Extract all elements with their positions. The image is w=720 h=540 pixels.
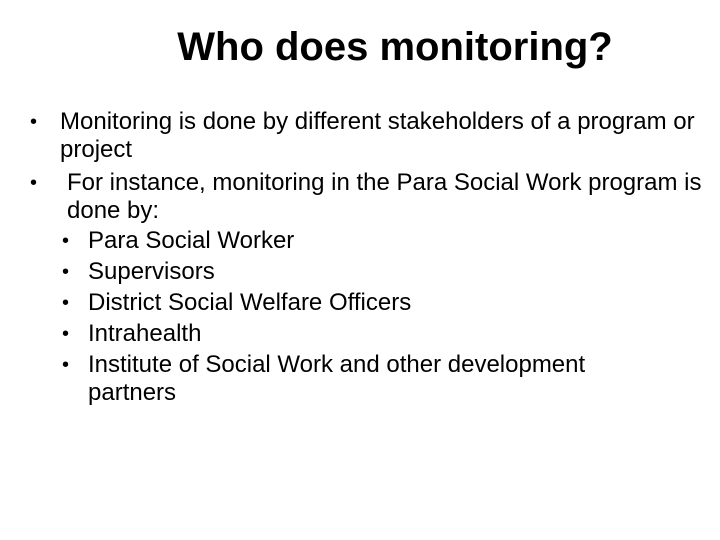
slide-title: Who does monitoring? — [177, 25, 613, 69]
sub-bullet-text: Intrahealth — [88, 320, 202, 347]
sub-bullet-item — [60, 227, 706, 255]
sub-bullet-item — [60, 289, 706, 317]
sub-bullet-marker: • — [62, 292, 70, 314]
sub-bullet-text: District Social Welfare Officers — [88, 289, 412, 316]
sub-bullet-marker: • — [62, 230, 70, 252]
bullet-marker: • — [30, 172, 38, 194]
sub-bullet-text: Supervisors — [88, 258, 215, 285]
sub-bullet-text: Para Social Worker — [88, 227, 295, 254]
sub-bullet-item — [60, 258, 706, 286]
sub-bullet-marker: • — [62, 323, 70, 345]
bullet-item — [26, 108, 706, 164]
sub-bullet-marker: • — [62, 261, 70, 283]
sub-bullet-item — [60, 351, 648, 407]
sub-bullet-item — [60, 320, 706, 348]
slide-body — [26, 108, 706, 407]
bullet-item — [26, 169, 706, 225]
bullet-marker: • — [30, 111, 38, 133]
sub-bullet-text: Institute of Social Work and other development partners — [88, 351, 586, 406]
bullet-text: Monitoring is done by different stakeholders of a program or project — [60, 108, 695, 163]
sub-bullet-list — [26, 227, 706, 407]
sub-bullet-marker: • — [62, 354, 70, 376]
bullet-text: For instance, monitoring in the Para Social Work program is done by: — [67, 169, 702, 224]
